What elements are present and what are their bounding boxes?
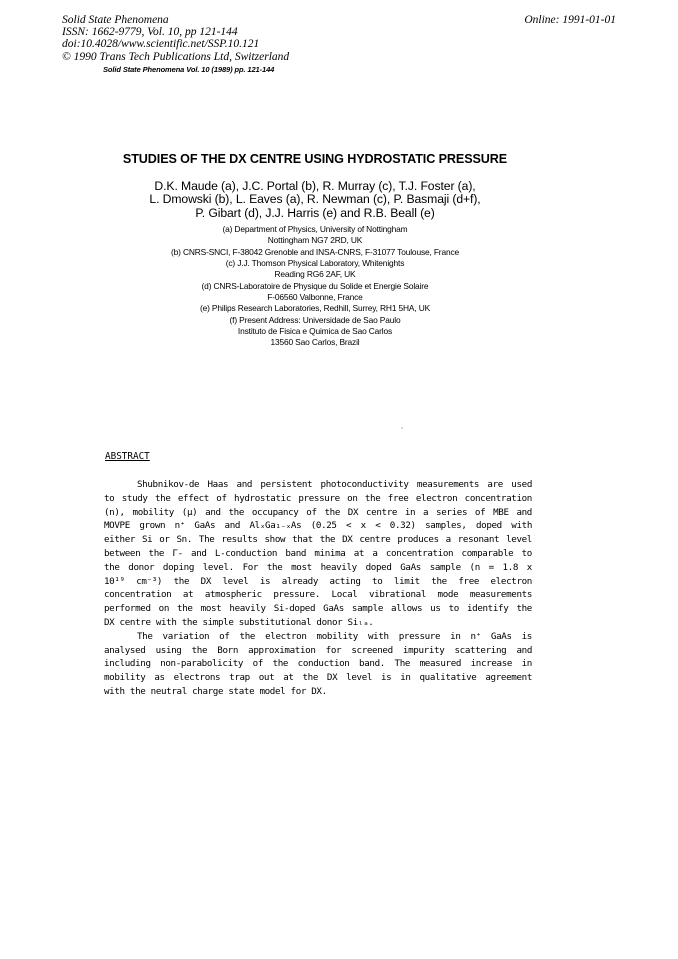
author-line: L. Dmowski (b), L. Eaves (a), R. Newman (c), P. Basmaji (d+f), xyxy=(149,192,481,207)
abstract-line: Shubnikov-de Haas and persistent photoconductivity measurements are used xyxy=(137,479,532,490)
author-line: D.K. Maude (a), J.C. Portal (b), R. Murray (c), T.J. Foster (a), xyxy=(154,179,476,193)
affiliation-line: (c) J.J. Thomson Physical Laboratory, Whitenights xyxy=(225,258,405,269)
affiliation-line: Nottingham NG7 2RD, UK xyxy=(267,235,363,246)
abstract-heading: ABSTRACT xyxy=(105,451,150,462)
publication-header xyxy=(62,14,289,63)
affiliation-line: (e) Philips Research Laboratories, Redhill, Surrey, RH1 5HA, UK xyxy=(199,303,431,314)
affiliation-line: (d) CNRS-Laboratoire de Physique du Solide et Energie Solaire xyxy=(201,280,429,291)
abstract-line: analysed using the Born approximation for screened impurity scattering and xyxy=(104,644,532,656)
abstract-line: to study the effect of hydrostatic pressure on the free electron concentration xyxy=(104,492,532,504)
abstract-line: the donor doping level. For the most heavily doped GaAs sample (n = 1.8 x xyxy=(104,561,532,573)
abstract-line: MOVPE grown n⁺ GaAs and AlₓGa₁₋ₓAs (0.25 < x < 0.32) samples, doped with xyxy=(104,520,532,532)
journal-name: Solid State Phenomena xyxy=(62,14,169,26)
issn-line: ISSN: 1662-9779, Vol. 10, pp 121-144 xyxy=(62,26,238,39)
copyright-line: © 1990 Trans Tech Publications Ltd, Switzerland xyxy=(62,50,290,63)
abstract-line: including non-parabolicity of the conduction band. The measured increase in xyxy=(104,658,532,670)
abstract-line: (n), mobility (μ) and the occupancy of the DX centre in a series of MBE and xyxy=(104,506,532,518)
paper-title: STUDIES OF THE DX CENTRE USING HYDROSTATIC PRESSURE xyxy=(122,152,508,166)
doi-line: doi:10.4028/www.scientific.net/SSP.10.121 xyxy=(62,38,260,51)
abstract-line: 10¹⁹ cm⁻³) the DX level is already acting to limit the free electron xyxy=(104,575,532,587)
abstract-line: between the Γ- and L-conduction band minima at a concentration comparable to xyxy=(104,547,532,559)
abstract-line: The variation of the electron mobility with pressure in n⁺ GaAs is xyxy=(137,630,532,642)
abstract-line: with the neutral charge state model for DX. xyxy=(104,685,327,697)
affiliation-line: Instituto de Fisica e Quimica de Sao Carlos xyxy=(237,326,393,337)
abstract-line: either Si or Sn. The results show that the DX centre produces a resonant level xyxy=(104,534,532,546)
author-line: P. Gibart (d), J.J. Harris (e) and R.B. Beall (e) xyxy=(195,205,435,220)
affiliation-line: (a) Department of Physics, University of Nottingham xyxy=(222,224,408,234)
online-date: Online: 1991-01-01 xyxy=(524,14,616,26)
abstract-body xyxy=(104,478,532,699)
affiliation-line: F-06560 Valbonne, France xyxy=(267,292,363,303)
abstract-line: mobility as electrons trap out at the DX level is in qualitative agreement xyxy=(104,672,532,684)
affiliation-line: Reading RG6 2AF, UK xyxy=(274,269,356,280)
affiliation-line: (f) Present Address: Universidade de Sao Paulo xyxy=(229,314,401,325)
abstract-line: DX centre with the simple substitutional donor Siₗₐ. xyxy=(104,616,374,628)
abstract-line: performed on the most heavily Si-doped GaAs sample allows us to identify the xyxy=(104,603,532,615)
affiliation-list xyxy=(0,224,630,349)
scan-speck xyxy=(401,427,403,429)
affiliation-line: (b) CNRS-SNCI, F-38042 Grenoble and INSA-CNRS, F-31077 Toulouse, France xyxy=(170,246,460,257)
affiliation-line: 13560 Sao Carlos, Brazil xyxy=(270,337,360,348)
scanned-journal-header: Solid State Phenomena Vol. 10 (1989) pp. 121-144 xyxy=(103,65,275,74)
abstract-line: concentration at atmospheric pressure. Local vibrational mode measurements xyxy=(104,589,532,601)
author-list xyxy=(0,180,630,220)
